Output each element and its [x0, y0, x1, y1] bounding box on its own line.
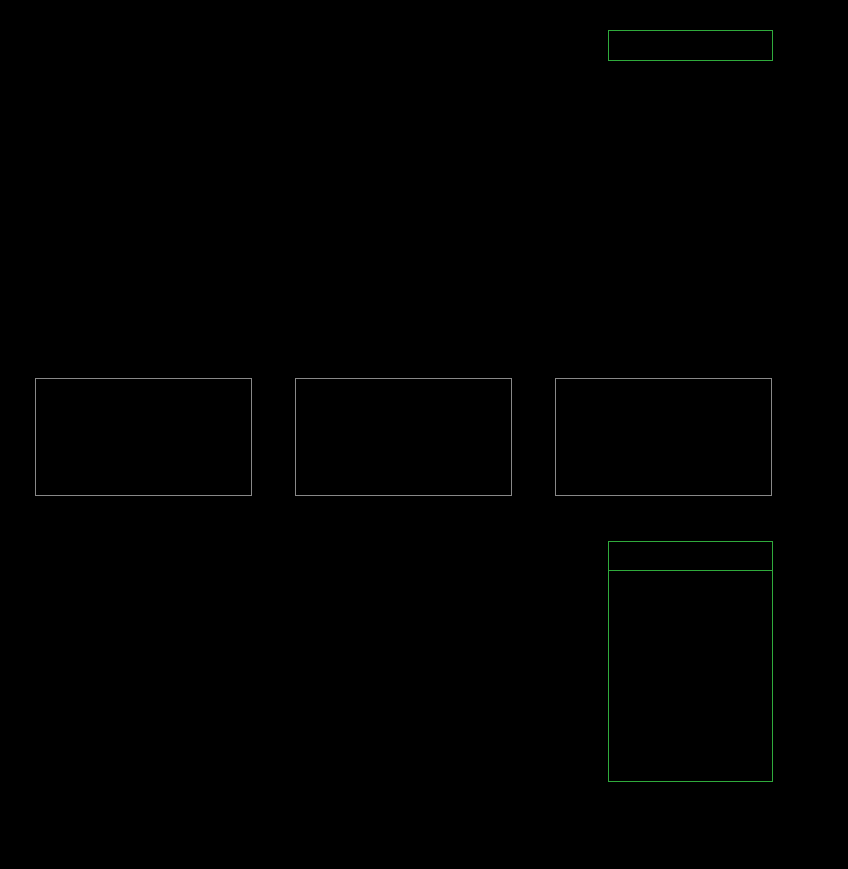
aip-output-panel [608, 541, 773, 782]
autoscala-table [608, 30, 773, 61]
thumb-original [35, 378, 252, 496]
thumb-evidence [555, 378, 772, 496]
autoscala-title [609, 31, 773, 61]
aip-title [609, 542, 772, 571]
thumb-eliminate [295, 378, 512, 496]
